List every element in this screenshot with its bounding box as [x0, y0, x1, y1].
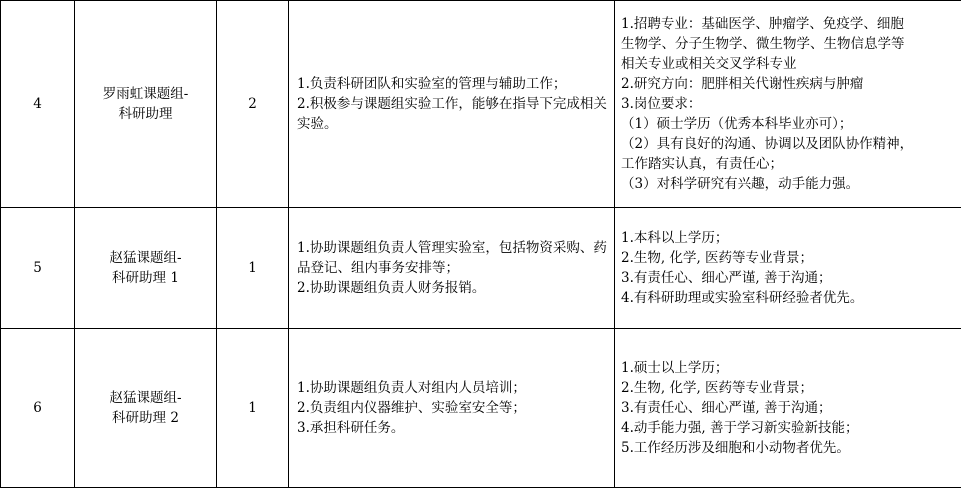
headcount-cell [217, 208, 289, 329]
requirements-line: 4.有科研助理或实验室科研经验者优先。 [621, 290, 864, 306]
position-line: 科研助理 1 [112, 270, 179, 286]
duties-line: 1.协助课题组负责人管理实验室，包括物资采购、药品登记、组内事务安排等； [297, 240, 607, 276]
position-line: 科研助理 [118, 106, 173, 122]
headcount: 1 [248, 400, 257, 416]
table-row [1, 329, 961, 488]
duties-text [297, 74, 608, 134]
duties-cell [289, 329, 615, 488]
row-number-cell [1, 208, 75, 329]
duties-line: 2.协助课题组负责人财务报销。 [297, 280, 486, 296]
requirements-text [621, 228, 957, 308]
requirements-line: 4.动手能力强, 善于学习新实验新技能； [621, 420, 859, 436]
requirements-line: 5.工作经历涉及细胞和小动物者优先。 [621, 440, 850, 456]
row-number: 6 [33, 400, 42, 416]
headcount: 2 [248, 96, 257, 112]
position-line: 科研助理 2 [112, 410, 179, 426]
requirements-line: 相关专业或相关交叉学科专业 [621, 56, 797, 72]
requirements-cell [615, 208, 961, 329]
row-number: 4 [33, 96, 42, 112]
duties-line: 2.负责组内仪器维护、实验室安全等； [297, 400, 526, 416]
table-row [1, 208, 961, 329]
position-line: 罗雨虹课题组- [102, 86, 189, 102]
table-row [1, 1, 961, 208]
duties-line: 1.协助课题组负责人对组内人员培训； [297, 380, 526, 396]
headcount-cell [217, 329, 289, 488]
position-cell [75, 1, 217, 208]
requirements-cell [615, 329, 961, 488]
row-number: 5 [33, 260, 42, 276]
requirements-line: 1.硕士以上学历； [621, 360, 729, 376]
requirements-line: 1.招聘专业：基础医学、肿瘤学、免疫学、细胞 [621, 16, 904, 32]
headcount: 1 [248, 260, 257, 276]
duties-text [297, 238, 608, 298]
requirements-text [621, 14, 957, 194]
requirements-line: （3）对科学研究有兴趣，动手能力强。 [621, 176, 860, 192]
duties-cell [289, 208, 615, 329]
duties-line: 2.积极参与课题组实验工作，能够在指导下完成相关实验。 [297, 96, 607, 132]
position-name [75, 248, 216, 288]
requirements-line: 1.本科以上学历； [621, 230, 729, 246]
requirements-line: 2.生物, 化学, 医药等专业背景； [621, 250, 814, 266]
position-name [75, 84, 216, 124]
position-cell [75, 208, 217, 329]
position-line: 赵猛课题组- [109, 390, 182, 406]
position-cell [75, 329, 217, 488]
duties-line: 3.承担科研任务。 [297, 420, 405, 436]
requirements-cell [615, 1, 961, 208]
position-line: 赵猛课题组- [109, 250, 182, 266]
duties-text [297, 378, 608, 438]
requirements-line: 2.研究方向：肥胖相关代谢性疾病与肿瘤 [621, 76, 864, 92]
requirements-line: 生物学、分子生物学、微生物学、生物信息学等 [621, 36, 905, 52]
requirements-line: 2.生物, 化学, 医药等专业背景； [621, 380, 814, 396]
requirements-line: 3.岗位要求： [621, 96, 702, 112]
requirements-line: （1）硕士学历（优秀本科毕业亦可）； [621, 116, 853, 132]
row-number-cell [1, 329, 75, 488]
requirements-line: 3.有责任心、细心严谨, 善于沟通； [621, 270, 832, 286]
requirements-line: （2）具有良好的沟通、协调以及团队协作精神， [621, 136, 914, 152]
position-name [75, 388, 216, 428]
duties-cell [289, 1, 615, 208]
requirements-text [621, 358, 957, 458]
duties-line: 1.负责科研团队和实验室的管理与辅助工作； [297, 76, 567, 92]
row-number-cell [1, 1, 75, 208]
requirements-line: 工作踏实认真，有责任心； [621, 156, 783, 172]
headcount-cell [217, 1, 289, 208]
requirements-line: 3.有责任心、细心严谨, 善于沟通； [621, 400, 832, 416]
